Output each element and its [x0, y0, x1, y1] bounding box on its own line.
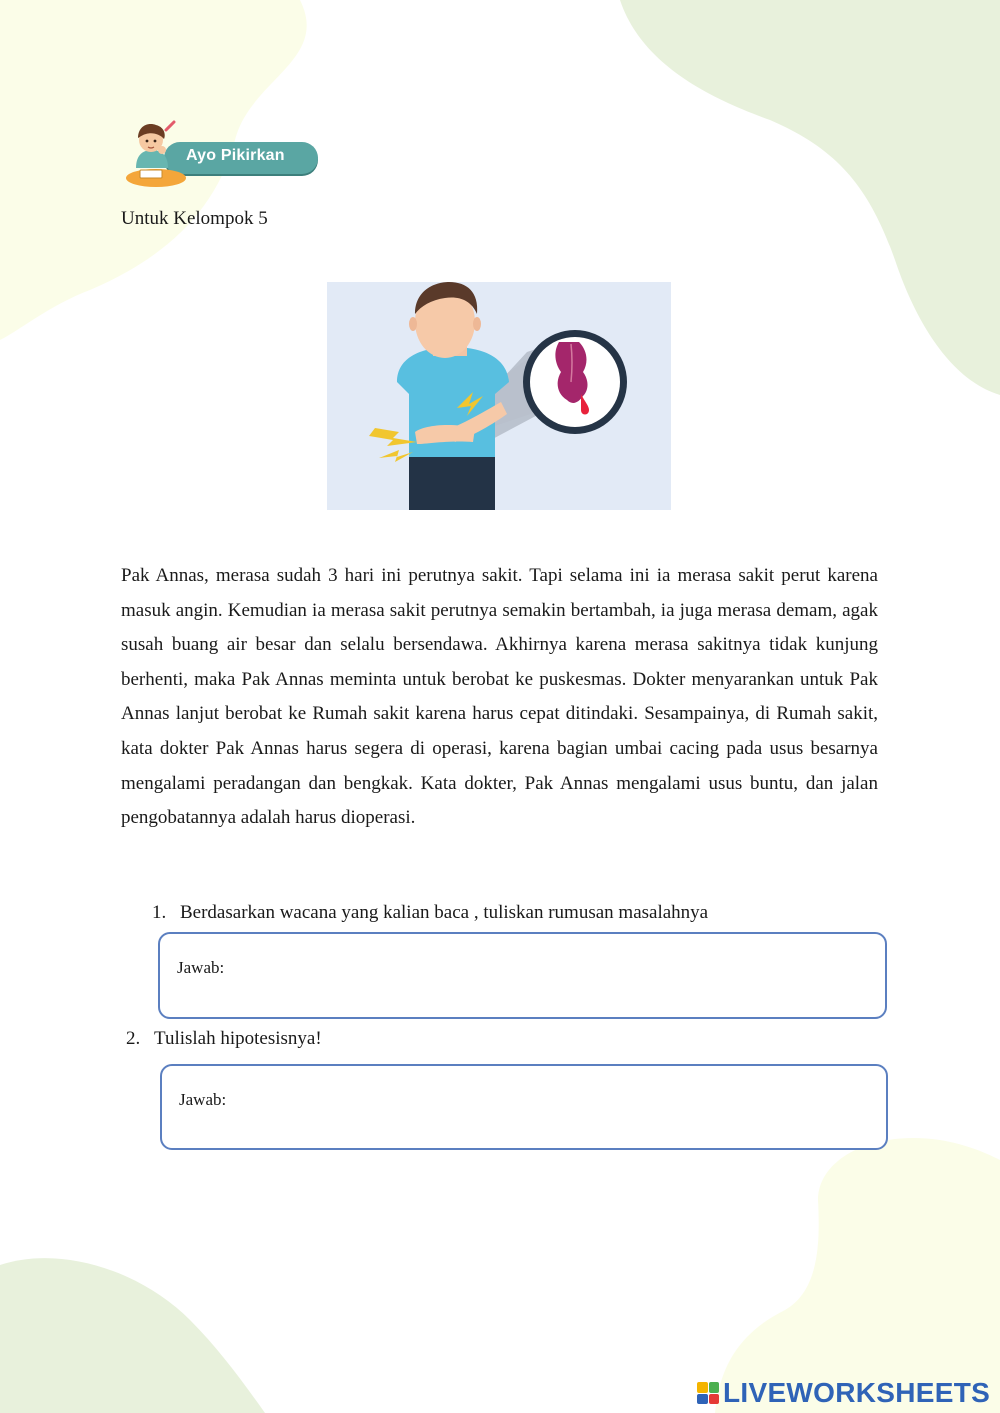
ayo-pikirkan-badge	[122, 120, 322, 188]
brand-grid-icon	[697, 1382, 719, 1404]
answer-box-2[interactable]	[160, 1064, 888, 1150]
answer-label-1: Jawab:	[177, 958, 225, 977]
question-1-number: 1.	[152, 902, 167, 923]
brand-name: LIVEWORKSHEETS	[723, 1377, 991, 1408]
question-2-number: 2.	[126, 1028, 141, 1049]
question-1-text: Berdasarkan wacana yang kalian baca , tuliskan rumusan masalahnya	[180, 902, 709, 923]
question-1	[152, 902, 708, 924]
question-2-text: Tulislah hipotesisnya!	[154, 1028, 322, 1049]
liveworksheets-logo	[697, 1378, 990, 1408]
badge-label: Ayo Pikirkan	[186, 147, 285, 164]
thinking-kid-icon	[122, 120, 192, 188]
answer-box-1[interactable]	[158, 932, 887, 1019]
answer-label-2: Jawab:	[179, 1090, 227, 1109]
group-label: Untuk Kelompok 5	[121, 208, 268, 229]
appendicitis-illustration	[327, 282, 671, 510]
story-paragraph: Pak Annas, merasa sudah 3 hari ini perutnya sakit. Tapi selama ini ia merasa sakit perut karena masuk angin. Kemudian ia merasa sakit perutnya semakin bertambah, ia juga merasa demam, agak susah buang air besar dan selalu bersendawa. Akhirnya karena merasa sakitnya tidak kunjung berhenti, maka Pak Annas meminta untuk berobat ke puskesmas. Dokter menyarankan untuk Pak Annas lanjut berobat ke Rumah sakit karena harus cepat ditindaki. Sesampainya, di Rumah sakit, kata dokter Pak Annas harus segera di operasi, karena bagian umbai cacing pada usus besarnya mengalami peradangan dan bengkak. Kata dokter, Pak Annas mengalami usus buntu, dan jalan pengobatannya adalah harus dioperasi.	[121, 565, 878, 829]
question-2	[126, 1028, 322, 1050]
